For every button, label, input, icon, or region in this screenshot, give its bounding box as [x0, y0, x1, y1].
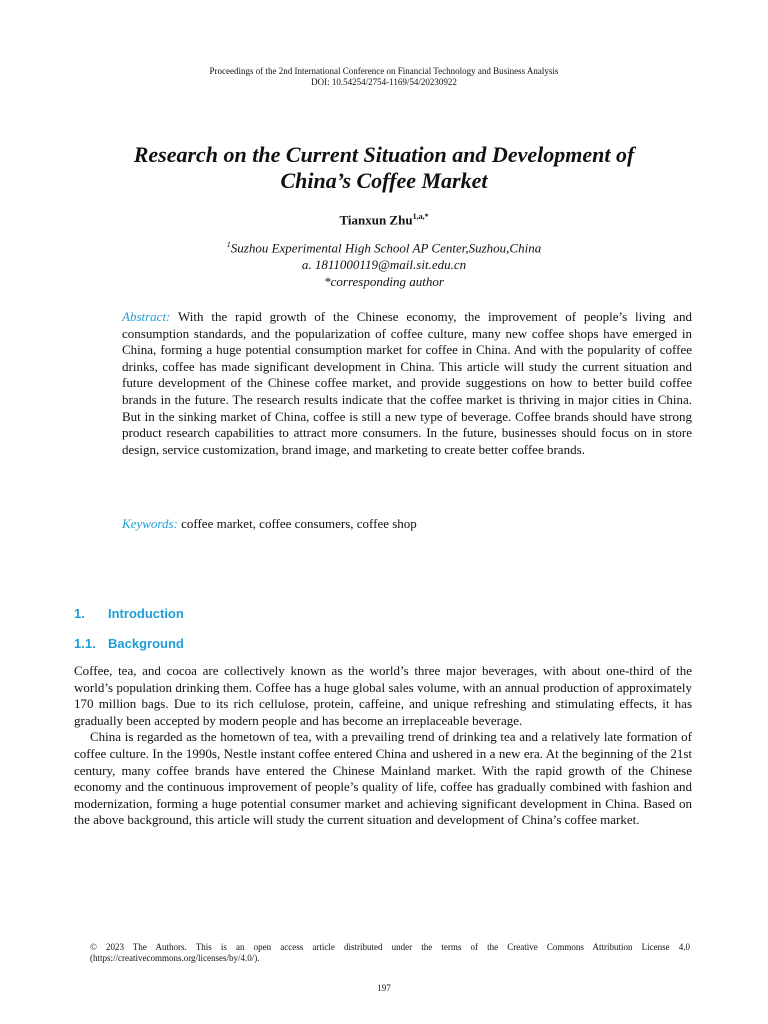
keywords [122, 516, 692, 532]
subsection-number: 1.1. [74, 636, 96, 651]
abstract [122, 309, 692, 458]
affiliation-institution: Suzhou Experimental High School AP Center,Suzhou,China [230, 240, 542, 256]
title-line-1: Research on the Current Situation and Development of [133, 142, 635, 167]
affiliation-superscript: 1 [226, 240, 231, 249]
paragraph: Coffee, tea, and cocoa are collectively known as the world’s three major beverages, with about one-third of the world’s population drinking them. Coffee has a huge global sales volume, with an annual production of approximately 170 million bags. Due to its rich cellulose, protein, caffeine, and unique refreshing and stimulating effects, it has gradually been accepted by modern people and has become an irreplaceable beverage. [74, 663, 692, 728]
page-number: 197 [377, 983, 391, 993]
abstract-text: With the rapid growth of the Chinese economy, the improvement of people’s living and consumption standards, and the popularization of coffee culture, many new coffee shops have emerged in China, forming a huge potential consumption market for coffee in China. And with the popularity of coffee drinks, coffee has made significant development in China. This article will study the current situation and future development of the Chinese coffee market, and provide suggestions on how to better build coffee brands in the future. The research results indicate that the coffee market is thriving in major cities in China. But in the sinking market of China, coffee is still a new type of beverage. Coffee brands should have strong product research capabilities to attract more consumers. In the future, businesses should focus on in store design, service customization, brand image, and marketing to create better coffee brands. [122, 309, 692, 457]
author-name: Tianxun Zhu [339, 212, 413, 228]
proceedings-line: Proceedings of the 2nd International Conference on Financial Technology and Business Analysis [209, 66, 559, 76]
section-title: Introduction [108, 606, 184, 621]
license-footnote: © 2023 The Authors. This is an open access article distributed under the terms of the Creative Commons Attribution License 4.0 (https://creativecommons.org/licenses/by/4.0/). [90, 942, 690, 963]
author-email: a. 1811000119@mail.sit.edu.cn [301, 257, 467, 273]
section-number: 1. [74, 606, 85, 621]
subsection-heading-background [74, 636, 184, 651]
abstract-label: Abstract: [122, 309, 171, 324]
title-line-2: China’s Coffee Market [280, 168, 488, 193]
doi-line: DOI: 10.54254/2754-1169/54/20230922 [311, 77, 457, 87]
keywords-label: Keywords: [122, 516, 178, 531]
paper-title [60, 142, 708, 194]
section-heading-introduction [74, 606, 184, 621]
author-superscript: 1,a,* [412, 212, 429, 221]
paragraph: China is regarded as the hometown of tea, with a prevailing trend of drinking tea and a relatively late formation of coffee culture. In the 1990s, Nestle instant coffee entered China and ushered in a new era. At the beginning of the 21st century, many coffee brands have entered the Chinese Mainland market. With the rapid growth of the Chinese economy and the continuous improvement of people’s quality of life, coffee has gradually combined with fashion and modernization, forming a huge potential consumer market and achieving significant development in China. Based on the above background, this article will study the current situation and development of China’s coffee market. [74, 729, 692, 828]
keywords-text: coffee market, coffee consumers, coffee shop [181, 516, 417, 531]
subsection-title: Background [108, 636, 184, 651]
body-text [74, 663, 692, 829]
corresponding-note: *corresponding author [324, 274, 444, 290]
author [0, 212, 768, 228]
affiliation-block [0, 236, 768, 290]
running-header [0, 66, 768, 88]
